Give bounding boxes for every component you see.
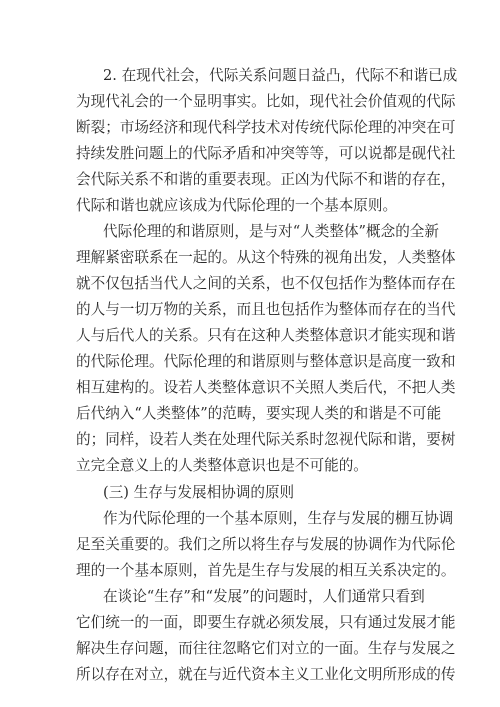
text-line: 后代纳入“人类整体”的范畴，要实现人类的和谐是不可能 [76, 405, 442, 422]
text-line: 作为代际伦理的一个基本原则，生存与发展的棚互协调 [103, 510, 454, 527]
text-line: 解决生存问题，而往往忽略它们对立的一面。生存与发展之 [76, 640, 456, 657]
text-line: 的代际伦理。代际伦理的和谐原则与整体意识是高度一致和 [76, 353, 456, 370]
section-heading: (三) 生存与发展相协调的原则 [103, 484, 295, 501]
text-line: 就不仅包括当代人之间的关系，也不仅包括作为整体而存在 [76, 275, 456, 292]
text-line: 的人与一切万物的关系，而且也包括作为整体而存在的当代 [76, 301, 456, 318]
text-line: 的；同样，设若人类在处理代际关系时忽视代际和谐，要树 [76, 431, 456, 448]
text-line: 立完全意义上的人类整体意识也是不可能的。 [76, 457, 368, 474]
text-line: 足至关重要的。我们之所以将生存与发展的协调作为代际伦 [76, 536, 456, 553]
text-line: 在谈论“生存”和“发展”的问题时，人们通常只看到 [103, 588, 425, 605]
text-line: 人与后代人的关系。只有在这种人类整体意识才能实现和谐 [76, 327, 456, 344]
text-line: 理解紧密联系在一起的。从这个特殊的视角出发，人类整体 [76, 249, 456, 266]
text-line: 它们统一的一面，即要生存就必须发展，只有通过发展才能 [76, 614, 456, 631]
text-line: 为现代礼会的一个显明事实。比如，现代社会价值观的代际 [76, 93, 456, 110]
text-line: 所以存在对立，就在与近代资本主义工业化文明所形成的传 [76, 666, 456, 683]
text-line: 断裂；市场经济和现代科学技术对传统代际伦理的冲突在可 [76, 119, 456, 136]
text-line: 理的一个基本原则，首先是生存与发展的相互关系决定的。 [76, 562, 456, 579]
text-line: 2. 在现代社会，代际关系问题日益凸，代际不和谐已成 [103, 67, 458, 84]
text-line: 代际伦理的和谐原则，是与对“人类整体”概念的全新 [103, 223, 439, 240]
text-line: 持续发胜问题上的代际矛盾和冲突等等，可以说都是砚代社 [76, 145, 456, 162]
text-line: 相互建构的。设若人类整体意识不关照人类后代，不把人类 [76, 379, 456, 396]
text-line: 代际和谐也就应该成为代际伦理的一个基本原则。 [76, 197, 398, 214]
text-line: 会代际关系不和谐的重要表现。正凶为代际不和谐的存在， [76, 171, 456, 188]
